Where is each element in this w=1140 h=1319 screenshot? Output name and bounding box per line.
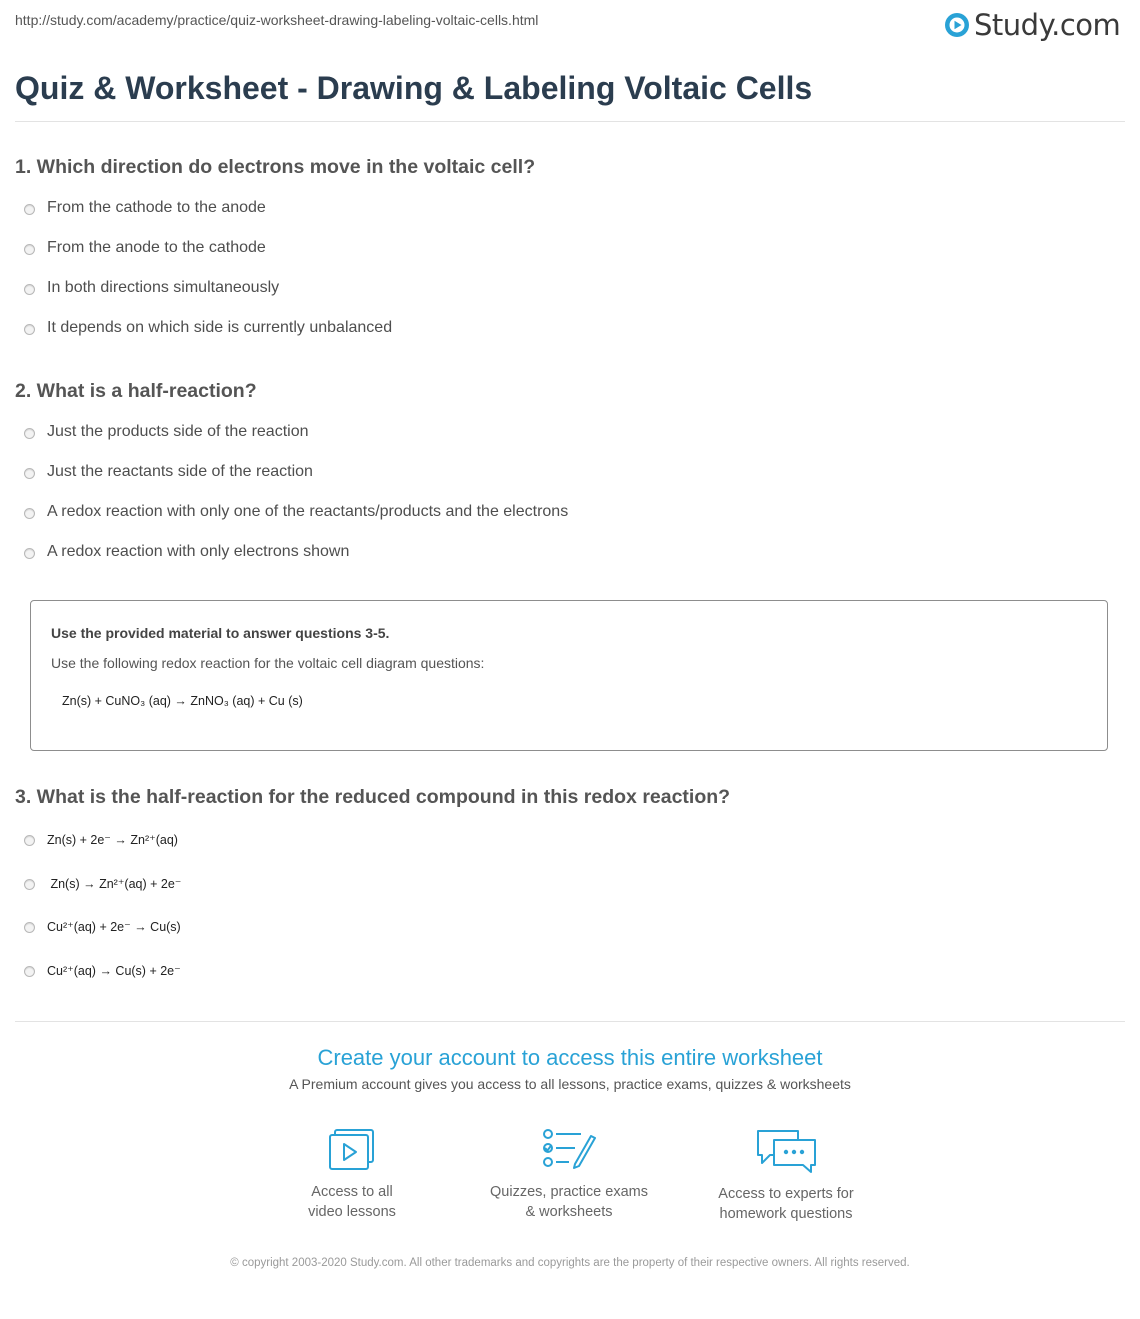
redox-equation: Zn(s) + CuNO₃ (aq) → ZnNO₃ (aq) + Cu (s) [62,694,303,708]
option-label: Zn(s) → Zn²⁺(aq) + 2e⁻ [47,877,182,891]
radio-button[interactable] [24,508,35,519]
option-label: Zn(s) + 2e⁻ → Zn²⁺(aq) [47,833,178,847]
quiz-checklist-icon [541,1128,597,1172]
feature-video-lessons [242,1128,462,1222]
cta-subtitle: A Premium account gives you access to all lessons, practice exams, quizzes & worksheets [289,1076,851,1092]
radio-button[interactable] [24,428,35,439]
radio-button[interactable] [24,966,35,977]
question-2-option-3[interactable] [24,502,569,524]
provided-material-box [30,600,1108,751]
radio-button[interactable] [24,284,35,295]
option-label: A redox reaction with only electrons shown [47,543,350,560]
question-3-option-3[interactable] [24,916,181,938]
option-label: Just the products side of the reaction [47,423,309,440]
question-2-option-1[interactable] [24,422,309,444]
option-label: A redox reaction with only one of the reactants/products and the electrons [47,503,569,520]
radio-button[interactable] [24,879,35,890]
option-label: From the anode to the cathode [47,239,266,256]
option-label: It depends on which side is currently unbalanced [47,319,393,336]
radio-button[interactable] [24,922,35,933]
question-2-option-2[interactable] [24,462,313,484]
question-3-title: 3. What is the half-reaction for the reduced compound in this redox reaction? [15,786,731,808]
cta-divider [15,1021,1125,1022]
option-label: In both directions simultaneously [47,279,280,296]
play-logo-icon [944,12,970,38]
video-lessons-icon [326,1128,378,1172]
material-text: Use the following redox reaction for the voltaic cell diagram questions: [51,655,485,671]
question-1-option-4[interactable] [24,318,393,340]
feature-label: Quizzes, practice exams & worksheets [490,1184,648,1220]
page-url: http://study.com/academy/practice/quiz-worksheet-drawing-labeling-voltaic-cells.html [15,12,539,28]
question-3-option-2[interactable] [24,873,182,895]
radio-button[interactable] [24,204,35,215]
question-3-option-1[interactable] [24,829,178,851]
question-1-option-2[interactable] [24,238,266,260]
radio-button[interactable] [24,244,35,255]
question-3-option-4[interactable] [24,960,181,982]
copyright-notice: © copyright 2003-2020 Study.com. All other trademarks and copyrights are the property of their respective owners. All rights reserved. [230,1257,910,1269]
option-label: Cu²⁺(aq) → Cu(s) + 2e⁻ [47,964,181,978]
option-label: Just the reactants side of the reaction [47,463,313,480]
question-1-option-1[interactable] [24,198,266,220]
chat-experts-icon [754,1128,818,1174]
radio-button[interactable] [24,468,35,479]
logo-text: Study.com [974,8,1121,42]
feature-label: Access to experts for homework questions [718,1186,854,1222]
feature-quizzes [459,1128,679,1222]
question-2-title: 2. What is a half-reaction? [15,380,257,402]
radio-button[interactable] [24,324,35,335]
question-1-title: 1. Which direction do electrons move in the voltaic cell? [15,156,536,178]
feature-label: Access to all video lessons [308,1184,396,1220]
page-title: Quiz & Worksheet - Drawing & Labeling Voltaic Cells [15,70,813,106]
study-logo[interactable] [944,8,1120,42]
feature-experts [676,1128,896,1224]
option-label: Cu²⁺(aq) + 2e⁻ → Cu(s) [47,920,181,934]
create-account-link[interactable]: Create your account to access this entire worksheet [317,1045,823,1070]
question-1-option-3[interactable] [24,278,280,300]
title-divider [15,121,1125,122]
material-heading: Use the provided material to answer questions 3-5. [51,625,390,641]
question-2-option-4[interactable] [24,542,350,564]
radio-button[interactable] [24,548,35,559]
option-label: From the cathode to the anode [47,199,266,216]
radio-button[interactable] [24,835,35,846]
